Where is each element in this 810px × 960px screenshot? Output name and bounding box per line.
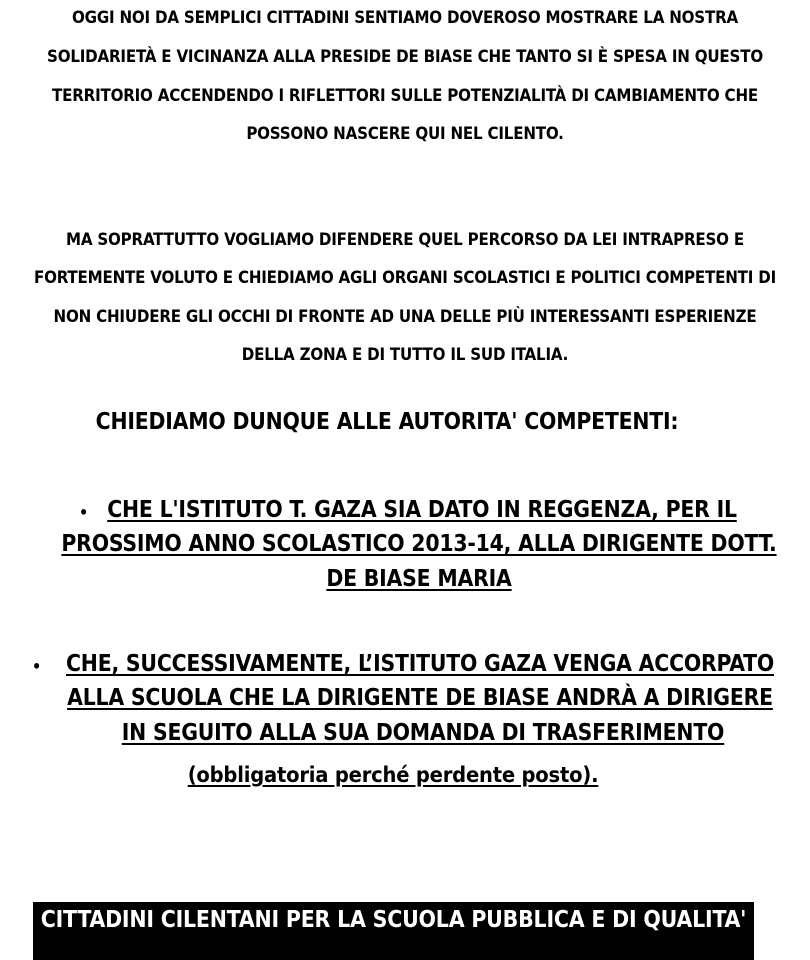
- paragraph1-line-4: POSSONO NASCERE QUI NEL CILENTO.: [246, 123, 564, 143]
- request1-line-2: PROSSIMO ANNO SCOLASTICO 2013-14, ALLA DIRIGENTE DOTT.: [61, 531, 777, 557]
- request2-line-1: CHE, SUCCESSIVAMENTE, L’ISTITUTO GAZA VENGA ACCORPATO: [66, 651, 774, 677]
- request1-line-1: CHE L'ISTITUTO T. GAZA SIA DATO IN REGGENZA, PER IL: [107, 497, 737, 523]
- request2-line-3: IN SEGUITO ALLA SUA DOMANDA DI TRASFERIMENTO: [121, 720, 725, 746]
- request2-line-4: (obbligatoria perché perdente posto).: [187, 763, 599, 788]
- paragraph1-line-2: SOLIDARIETÀ E VICINANZA ALLA PRESIDE DE BIASE CHE TANTO SI È SPESA IN QUESTO: [47, 46, 763, 66]
- paragraph1-line-1: OGGI NOI DA SEMPLICI CITTADINI SENTIAMO DOVEROSO MOSTRARE LA NOSTRA: [72, 7, 738, 27]
- request1-line-3: DE BIASE MARIA: [326, 566, 512, 592]
- paragraph2-line-3: NON CHIUDERE GLI OCCHI DI FRONTE AD UNA DELLE PIÙ INTERESSANTI ESPERIENZE: [53, 306, 757, 326]
- bullet-2: •: [32, 657, 42, 676]
- bullet-1: •: [79, 503, 89, 522]
- requests-heading: CHIEDIAMO DUNQUE ALLE AUTORITA' COMPETENTI:: [95, 409, 679, 435]
- paragraph1-line-3: TERRITORIO ACCENDENDO I RIFLETTORI SULLE POTENZIALITÀ DI CAMBIAMENTO CHE: [52, 85, 758, 105]
- paragraph2-line-1: MA SOPRATTUTTO VOGLIAMO DIFENDERE QUEL PERCORSO DA LEI INTRAPRESO E: [66, 229, 744, 249]
- footer-banner: [33, 902, 754, 960]
- footer-text: CITTADINI CILENTANI PER LA SCUOLA PUBBLICA E DI QUALITA': [40, 907, 747, 933]
- request2-line-2: ALLA SCUOLA CHE LA DIRIGENTE DE BIASE ANDRÀ A DIRIGERE: [67, 685, 773, 711]
- paragraph2-line-4: DELLA ZONA E DI TUTTO IL SUD ITALIA.: [241, 344, 569, 364]
- paragraph2-line-2: FORTEMENTE VOLUTO E CHIEDIAMO AGLI ORGANI SCOLASTICI E POLITICI COMPETENTI DI: [34, 267, 776, 287]
